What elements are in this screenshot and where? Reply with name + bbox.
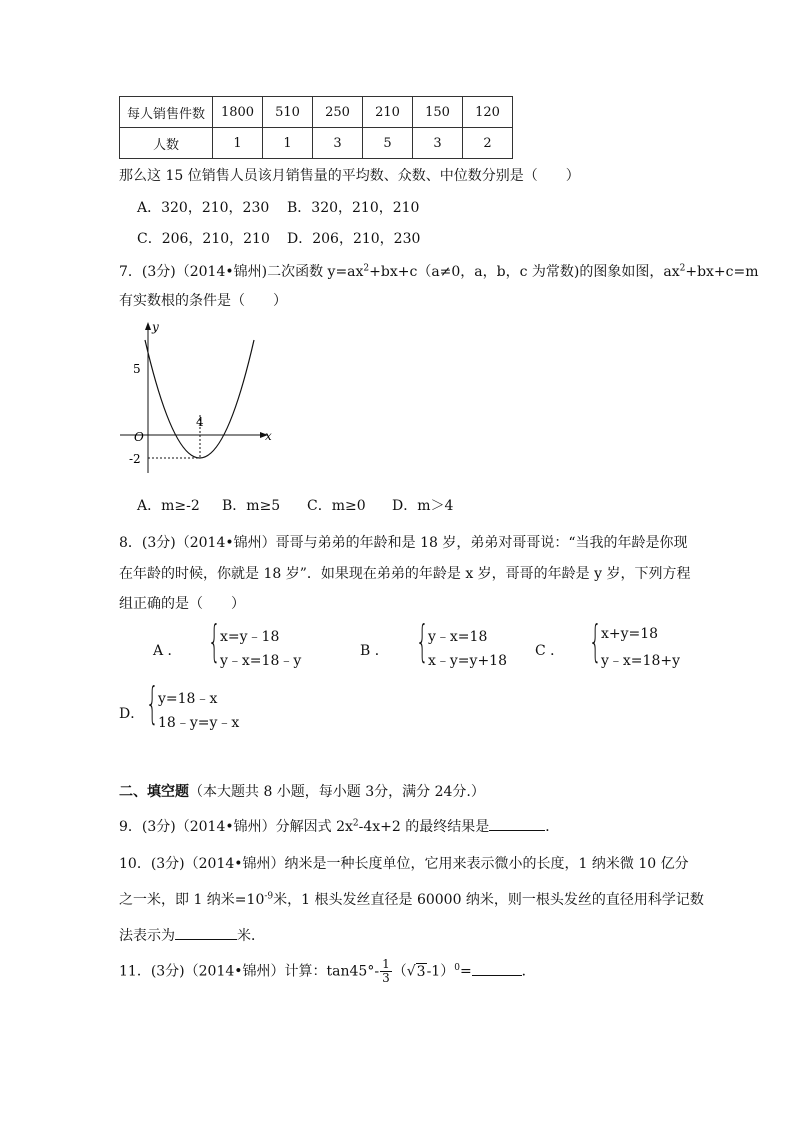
y-tick-neg2: -2 (129, 452, 141, 466)
q10-line2-part2: 米，1 根头发丝直径是 60000 纳米，则一根头发丝的直径用科学记数 (273, 892, 704, 908)
answer-blank (175, 925, 237, 940)
q7-stem-line1 (119, 261, 759, 281)
q7-option-c: C．m≥0 (307, 498, 366, 514)
q11-end: ． (521, 963, 536, 980)
brace-icon: { (589, 616, 602, 667)
equation: x﹣y=y+18 (428, 653, 507, 669)
q7-exponent: 2 (363, 263, 370, 274)
answer-blank (472, 961, 522, 976)
q11-part3: -1） (426, 963, 455, 980)
q6-option-c: C．206，210，210 (137, 231, 270, 247)
answer-blank (489, 816, 545, 831)
q7-stem-part1: 7．(3分)（2014•锦州)二次函数 y=ax (119, 264, 364, 280)
x-axis-label: x (265, 429, 272, 443)
q8-option-a-system (208, 616, 328, 670)
q6-option-a: A．320，210，230 (137, 200, 270, 216)
brace-icon: { (146, 678, 159, 729)
sales-table (119, 96, 513, 159)
q10-line3 (119, 925, 265, 945)
table-cell: 1800 (213, 97, 263, 128)
q8-option-a-label: A ． (153, 643, 182, 659)
q8-option-b-label: B ． (360, 643, 389, 659)
section-title: 二、填空题 (119, 784, 189, 800)
q8-option-d-system (146, 678, 256, 732)
table-header-cell: 每人销售件数 (120, 97, 213, 128)
fraction (380, 958, 392, 985)
equation: y﹣x=18 (428, 629, 488, 645)
q11-part1: 11．(3分)（2014•锦州）计算：tan45°- (119, 963, 380, 980)
q8-option-c-system (589, 616, 699, 670)
equation: x+y=18 (601, 626, 659, 642)
q9-text (119, 816, 559, 836)
table-cell: 150 (413, 97, 463, 128)
q7-stem-part3: +bx+c=m (685, 264, 759, 280)
q8-stem-line1: 8．(3分)（2014•锦州）哥哥与弟弟的年龄和是 18 岁，弟弟对哥哥说：“当我的年龄是你现 (119, 535, 688, 551)
q7-option-d: D．m＞4 (392, 498, 454, 514)
fraction-numerator: 1 (382, 957, 390, 971)
x-tick-4: 4 (196, 415, 204, 429)
q7-stem-line2: 有实数根的条件是（ ） (119, 293, 287, 309)
q11-exponent: 0 (454, 962, 460, 973)
table-header-cell: 人数 (120, 128, 213, 159)
q11-part2: （ (392, 963, 407, 980)
equation: y﹣x=18+y (601, 653, 680, 669)
q10-line3-end: 米． (237, 928, 265, 944)
q8-option-b-system (416, 616, 526, 670)
table-cell: 510 (263, 97, 313, 128)
parabola-graph (118, 318, 288, 478)
table-cell: 1 (263, 128, 313, 159)
q10-line2-part1: 之一米，即 1 纳米=10 (119, 892, 265, 908)
q11-text (119, 958, 536, 985)
sqrt-icon: √ (406, 963, 416, 980)
section-description: （本大题共 8 小题，每小题 3分，满分 24分.） (189, 784, 485, 800)
origin-label: O (134, 430, 144, 444)
q9-part2: -4x+2 的最终结果是 (358, 819, 490, 835)
q7-stem-part2: +bx+c（a≠0，a，b，c 为常数)的图象如图，ax (369, 264, 680, 280)
q10-line3-part1: 法表示为 (119, 928, 175, 944)
q10-line1: 10．(3分)（2014•锦州）纳米是一种长度单位，它用来表示微小的长度，1 纳米微 10 亿分 (119, 856, 689, 872)
q6-stem: 那么这 15 位销售人员该月销售量的平均数、众数、中位数分别是（ ） (119, 168, 580, 184)
brace-icon: { (208, 616, 221, 667)
fraction-denominator: 3 (382, 971, 390, 985)
q7-option-b: B．m≥5 (222, 498, 281, 514)
y-axis-label: y (152, 320, 159, 334)
table-cell: 120 (463, 97, 513, 128)
q9-exponent: 2 (352, 818, 359, 829)
table-cell: 210 (363, 97, 413, 128)
table-cell: 2 (463, 128, 513, 159)
table-cell: 3 (313, 128, 363, 159)
equation: y=18﹣x (158, 691, 218, 707)
q8-stem-line2: 在年龄的时候，你就是 18 岁”．如果现在弟弟的年龄是 x 岁，哥哥的年龄是 y 岁，下列方程 (119, 566, 691, 582)
table-cell: 5 (363, 128, 413, 159)
y-axis-arrow-icon (145, 322, 151, 330)
q11-part4: = (459, 963, 472, 980)
table-cell: 3 (413, 128, 463, 159)
q9-part1: 9．(3分)（2014•锦州）分解因式 2x (119, 819, 353, 835)
q7-exponent: 2 (679, 263, 686, 274)
q6-option-b: B．320，210，210 (287, 200, 420, 216)
q10-line2 (119, 889, 704, 909)
q10-exponent: -9 (264, 891, 274, 902)
equation: x=y﹣18 (220, 629, 280, 645)
section-heading (119, 781, 485, 801)
q8-stem-line3: 组正确的是（ ） (119, 596, 245, 612)
table-cell: 250 (313, 97, 363, 128)
equation: 18﹣y=y﹣x (158, 715, 240, 731)
q6-option-d: D．206，210，230 (287, 231, 421, 247)
q8-option-d-label: D． (119, 706, 145, 722)
sqrt-argument: 3 (416, 963, 426, 980)
q7-option-a: A．m≥-2 (137, 498, 200, 514)
table-row (120, 97, 513, 128)
y-tick-5: 5 (133, 362, 141, 376)
q8-option-c-label: C ． (535, 643, 565, 659)
q9-end: ． (545, 819, 560, 835)
brace-icon: { (416, 616, 429, 667)
table-row (120, 128, 513, 159)
equation: y﹣x=18﹣y (220, 653, 302, 669)
table-cell: 1 (213, 128, 263, 159)
